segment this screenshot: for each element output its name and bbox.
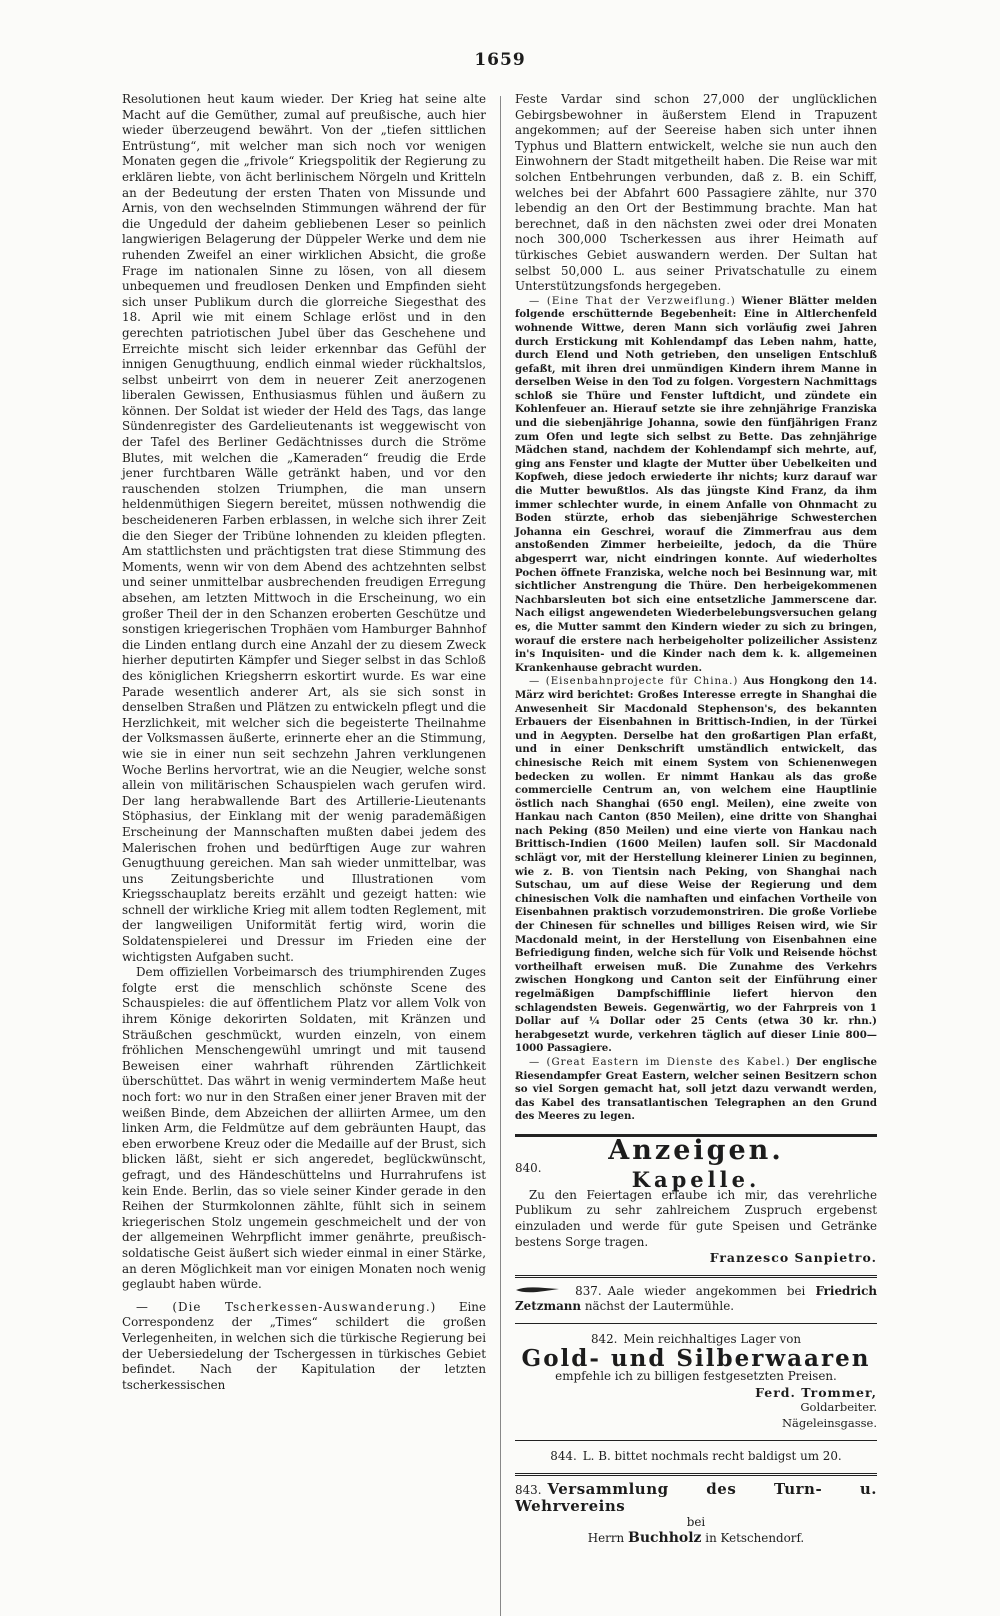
tscherkessen-text: Eine Correspondenz der „Times“ schildert die großen Verlegenheiten, in welchen sich die türkische Regierung bei der Uebersiedelung der Tschergessen in türkisches Gebiet befindet. Nach der Kapitulation der letzten tscherkessischen (122, 1299, 486, 1392)
right-column (515, 92, 877, 1547)
tscherkessen-continuation: Feste Vardar sind schon 27,000 der unglücklichen Gebirgsbewohner in äußerstem Elend in Trapuzent angekommen; auf der Seereise haben sich unter ihnen Typhus und Blattern entwickelt, welche sie nun auch den Einwohnern der Stadt mitgetheilt haben. Die Reise war mit solchen Entbehrungen verbunden, daß z. B. ein Schiff, welches bei der Abfahrt 600 Passagiere zählte, nur 370 lebendig an den Ort der Bestimmung brachte. Man hat berechnet, daß in den nächsten zwei oder drei Monaten noch 300,000 Tscherkessen aus ihrer Heimath auf türkisches Gebiet auswandern werden. Der Sultan hat selbst 50,000 L. aus seiner Privatschatulle zu einem Unterstützungsfonds hergegeben. (515, 92, 877, 294)
ad-line-start: Herrn (587, 1531, 625, 1546)
ad-844 (515, 1449, 877, 1465)
ad-line-end: in Ketschendorf. (705, 1531, 805, 1546)
ad-divider (515, 1473, 877, 1476)
ad-number: 837. (575, 1283, 602, 1298)
ad-intro: Mein reichhaltiges Lager von (623, 1332, 802, 1347)
china-heading: — (Eisenbahnprojecte für China.) (529, 676, 739, 688)
ad-text: Aale wieder angekommen bei (607, 1283, 806, 1298)
ad-number: 843. (515, 1483, 542, 1498)
news-block (515, 295, 877, 1124)
ad-840 (515, 1161, 877, 1266)
tscherkessen-article (122, 1300, 486, 1394)
ads-section-title: Anzeigen. (608, 1134, 784, 1166)
column-divider (500, 96, 501, 1616)
ad-merchant-name: Friedrich Zetzmann (515, 1283, 877, 1314)
ad-number: 842. (590, 1332, 618, 1347)
ad-number: 844. (550, 1448, 577, 1463)
pointing-hand-icon (515, 1284, 561, 1300)
ad-text-end: nächst der Lautermühle. (584, 1299, 735, 1314)
page-number: 1659 (474, 50, 526, 70)
ad-842 (515, 1332, 877, 1432)
ad-divider (515, 1323, 877, 1324)
ad-host-name: Buchholz (627, 1530, 702, 1547)
china-text: Aus Hongkong den 14. März wird berichtet: Großes Interesse erregte in Shanghai die Anwesenheit Sir Macdonald Stephenson's, des bekannten Erbauers der Eisenbahnen in Brittisch-Indien, in der Türkei und in Aegypten. Derselbe hat den großartigen Plan erfaßt, und in einer Denkschrift umständlich entwickelt, das chinesische Reich mit einem System von Schienenwegen bedecken zu wollen. Er nimmt Hankau als das große commercielle Centrum an, von welchem eine Hauptlinie östlich nach Shanghai (650 engl. Meilen), eine zweite von Hankau nach Canton (850 Meilen), eine dritte von Shanghai nach Peking (850 Meilen) und eine vierte von Hankau nach Brittisch-Indien (1600 Meilen) laufen soll. Sir Macdonald schlägt vor, mit der Herstellung kleinerer Linien zu beginnen, wie z. B. von Tientsin nach Peking, von Shanghai nach Sutschau, um auf diese Weise der Regierung und dem chinesischen Volk die namhaften und einfachen Vortheile von Eisenbahnen praktisch vorzudemonstriren. Die große Vorliebe der Chinesen für schnelles und billiges Reisen wird, wie Sir Macdonald meint, in der Herstellung von Eisenbahnen eine Befriedigung finden, welche sich für Volk und Reisende höchst vortheilhaft erweisen muß. Die Zunahme des Verkehrs zwischen Hongkong und Canton seit der Einführung einer regelmäßigen Dampfschifflinie liefert hiervon den schlagendsten Beweis. Gegenwärtig, wo der Fahrpreis von 1 Dollar auf ¼ Dollar oder 25 Cents (etwa 30 kr. rhn.) herabgesetzt wurde, verkehren täglich auf dieser Linie 800—1000 Passagiere. (515, 675, 878, 1055)
article-paragraph-1: Resolutionen heut kaum wieder. Der Krieg hat seine alte Macht auf die Gemüther, zumal auf preußische, auch hier wieder überzeugend bewährt. Von der „tiefen sittlichen Entrüstung“, mit welcher man sich noch vor wenigen Monaten gegen die „frivole“ Kriegspolitik der Regierung zu erklären liebte, von ächt berlinischem Nörgeln und Kritteln an der Bedeutung der ersten Thaten von Missunde und Arnis, von den wechselnden Stimmungen während der für die Ungeduld der daheim gebliebenen Leser so peinlich langwierigen Belagerung der Düppeler Werke und dem nie ruhenden Zweifel an einer wirklichen Absicht, die große Frage im nationalen Sinne zu lösen, von all diesem unbequemen und freudlosen Denken und Empfinden sieht sich unser Publikum durch die glorreiche Siegesthat des 18. April wie mit einem Schlage erlöst und in den gerechten patriotischen Jubel über das Geschehene und Erreichte mischt sich leider erkennbar das Gefühl der innigen Genugthuung, endlich einmal wieder rückhaltslos, selbst unbeirrt von dem in neuerer Zeit anerzogenen liberalen Gewissen, Enthusiasmus fühlen und äußern zu können. Der Soldat ist wieder der Held des Tags, das lange Sündenregister des Gardelieutenants ist weggewischt von der Tafel des Berliner Gedächtnisses durch die Ströme Blutes, mit welchen die „Kameraden“ freudig die Erde jener furchtbaren Wälle getränkt haben, und vor den rauschenden stolzen Triumphen, die man unsern heldenmüthigen Siegern bereitet, müssen nothwendig die bescheideneren Farben erblassen, in welche sich ihrer Zeit die den Sieger der Tribüne lohnenden zu kleiden pflegten. Am stattlichsten und prächtigsten trat diese Stimmung des Moments, wenn wir von dem Abend des achtzehnten selbst und seiner unmittelbar ausbrechenden freudigen Erregung absehen, am letzten Mittwoch in die Erscheinung, wo ein großer Theil der in den Schanzen eroberten Geschütze und sonstigen kriegerischen Trophäen vom Hamburger Bahnhof die Linden entlang durch eine Anzahl der zu diesem Zweck hierher deputirten Kämpfer und Sieger selbst in das Schloß des königlichen Kriegsherrn eskortirt wurde. Es war eine Parade wesentlich anderer Art, als sie sich sonst in denselben Straßen und Plätzen zu entwickeln pflegt und die Herzlichkeit, mit welcher sich die begeisterte Theilnahme der Volksmassen äußerte, erinnerte eher an die Stimmung, wie sie in einer nun seit sechzehn Jahren verklungenen Woche Berlins hervortrat, wie an die Neugier, welche sonst allein von militärischen Schauspielen wach gerufen wird. Der lang herabwallende Bart des Artillerie-Lieutenants Stöphasius, der Einklang mit der wenig parademäßigen Erscheinung der Mannschaften mußten dabei jedem des Malerischen frohen und bedürftigen Auge zur wahren Genugthuung gereichen. Man sah wieder unmittelbar, was uns Zeitungsberichte und Illustrationen vom Kriegsschauplatz bereits erzählt und gezeigt hatten: wie schnell der wirkliche Krieg mit allem todten Reglement, mit der langweiligen Uniformität fertig wird, worin die Soldatenspielerei und Dressur im Frieden eine der wichtigsten Aufgaben sucht. (122, 92, 486, 964)
kabel-text: Der englische Riesendampfer Great Eastern, welcher seinen Besitzern schon so viel Sorgen gemacht hat, soll jetzt dazu verwandt werden, das Kabel des transatlantischen Telegraphen an den Grund des Meeres zu legen. (515, 1055, 878, 1123)
ad-line: bei (686, 1515, 706, 1530)
ad-837 (515, 1284, 877, 1315)
kabel-heading: — (Great Eastern im Dienste des Kabel.) (529, 1056, 791, 1068)
ad-title: Kapelle. (631, 1167, 761, 1193)
ad-title: Versammlung des Turn- u. Wehrvereins (515, 1480, 877, 1515)
tscherkessen-heading: — (Die Tscherkessen-Auswanderung.) (136, 1299, 437, 1314)
verzweiflung-article (515, 295, 877, 676)
ad-signature: Ferd. Trommer, (755, 1384, 877, 1400)
verzweiflung-heading: — (Eine That der Verzweiflung.) (529, 295, 736, 307)
left-column (122, 92, 486, 1393)
ad-divider (515, 1275, 877, 1278)
ad-text: empfehle ich zu billigen festgesetzten Preisen. (555, 1369, 837, 1384)
ad-title: Gold- und Silberwaaren (521, 1344, 871, 1372)
ad-843 (515, 1482, 877, 1546)
verzweiflung-text: Wiener Blätter melden folgende erschütternde Begebenheit: Eine in Altlerchenfeld wohnende Wittwe, deren Mann sich vorläufig zwei Jahren durch Erstickung mit Kohlendampf das Leben nahm, hatte, durch Elend und Noth getrieben, den unseligen Entschluß gefaßt, mit ihren drei unmündigen Kindern ihrem Manne in derselben Weise in den Tod zu folgen. Vorgestern Nachmittags schloß sie Thüre und Fenster luftdicht, und zündete ein Kohlenfeuer an. Hierauf setzte sie ihre zehnjährige Franziska und die siebenjährige Johanna, sowie den fünfjährigen Franz zum Ofen und legte sich selbst zu Bette. Das zehnjährige Mädchen stand, nachdem der Kohlendampf sich mehrte, auf, ging ans Fenster und klagte der Mutter über Uebelkeiten und Kopfweh, diese jedoch erwiederte ihr nichts; kurz darauf war die Mutter bewußtlos. Als das jüngste Kind Franz, da ihm immer schlechter wurde, in einem Anfalle von Ohnmacht zu Boden stürzte, erhob das siebenjährige Schwesterchen Johanna ein Geschrei, worauf die Zimmerfrau aus dem anstoßenden Zimmer herbeieilte, jedoch, da die Thüre abgesperrt war, nicht eindringen konnte. Auf wiederholtes Pochen öffnete Franziska, welche noch bei Besinnung war, mit sichtlicher Anstrengung die Thüre. Den herbeigekommenen Nachbarsleuten bot sich eine entsetzliche Jammerscene dar. Nach eiligst angewendeten Wiederbelebungsversuchen gelang es, die Mutter sammt den Kindern wieder zu sich zu bringen, worauf die erstere nach herbeigeholter polizeilicher Assistenz in's Inquisiten- und die Kinder nach dem k. k. allgemeinen Krankenhause gebracht wurden. (515, 294, 877, 674)
china-article (515, 675, 877, 1056)
kabel-article (515, 1056, 877, 1124)
ad-signature: Franzesco Sanpietro. (709, 1250, 877, 1266)
ad-role: Goldarbeiter. (800, 1400, 877, 1415)
ad-divider (515, 1440, 877, 1441)
ad-street: Nägeleinsgasse. (781, 1416, 877, 1431)
ad-number: 840. (515, 1160, 542, 1175)
article-paragraph-2: Dem offiziellen Vorbeimarsch des triumphirenden Zuges folgte erst die menschlich schönste Scene des Schauspieles: die auf öffentlichem Platz vor allem Volk von ihrem Könige dekorirten Soldaten, mit Kränzen und Sträußchen geschmückt, wurden einzeln, von einem fröhlichen Menschengewühl umringt und mit tausend Beweisen einer wahrhaft rührenden Zärtlichkeit überschüttet. Das währt in wenig vermindertem Maße heut noch fort: wo nur in den Straßen einer jener Braven mit der weißen Binde, dem Abzeichen der alliirten Armee, um den linken Arm, die Feldmütze auf dem gebräunten Haupt, das eben erworbene Kreuz oder die Medaille auf der Brust, sich blicken läßt, sieht er sich angeredet, beglückwünscht, gefragt, und des Händeschüttelns und Hurrahrufens ist kein Ende. Berlin, das so viele seiner Kinder gerade in den Reihen der Sturmkolonnen zählte, fühlt sich in seinem kriegerischen Stolz ungemein geschmeichelt und der von der allgemeinen Wehrpflicht immer genährte, preußisch-soldatische Geist äußert sich wieder einmal in einer Stärke, an deren Möglichkeit man vor einigen Monaten noch wenig geglaubt haben würde. (122, 965, 486, 1292)
ad-text: Zu den Feiertagen erlaube ich mir, das verehrliche Publikum zu sehr zahlreichem Zuspruch ergebenst einzuladen und werde für gute Speisen und Getränke bestens Sorge tragen. (515, 1187, 877, 1249)
ad-text: L. B. bittet nochmals recht baldigst um 20. (582, 1448, 842, 1463)
